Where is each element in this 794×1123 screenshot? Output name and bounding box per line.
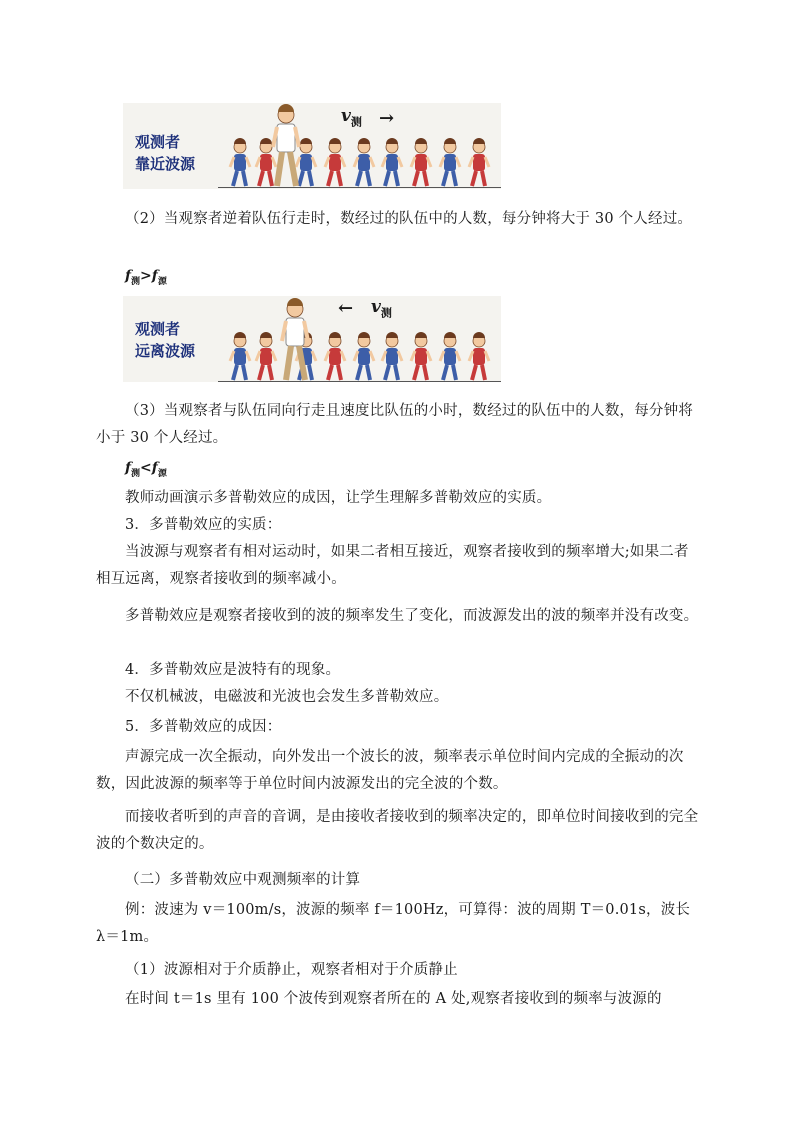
marching-child-icon	[469, 332, 489, 380]
marching-child-icon	[440, 332, 460, 380]
label-line-1: 观测者	[135, 320, 181, 338]
paragraph-animation: 教师动画演示多普勒效应的成因，让学生理解多普勒效应的实质。	[125, 490, 552, 506]
paragraph-cause-1: 声源完成一次全振动，向外发出一个波长的波，频率表示单位时间内完成的全振动的次数，因此波源的频率等于单位时间内波源发出的完全波的个数。	[96, 749, 684, 792]
marching-child-icon	[354, 138, 374, 186]
observer-person-icon	[273, 104, 299, 186]
paragraph-example: 例：波速为 v＝100m/s，波源的频率 f＝100Hz，可算得：波的周期 T＝0.01s，波长 λ＝1m。	[96, 902, 691, 945]
right-arrow-icon: →	[379, 108, 395, 129]
figure-observer-receding	[123, 296, 501, 382]
marching-child-icon	[411, 138, 431, 186]
f-symbol: f	[151, 460, 158, 476]
left-arrow-icon: ←	[338, 298, 354, 319]
paragraph-3: （3）当观察者与队伍同向行走且速度比队伍的小时，数经过的队伍中的人数，每分钟将小于 30 个人经过。	[96, 403, 694, 446]
section-heading: （二）多普勒效应中观测频率的计算	[125, 872, 361, 888]
marching-child-icon	[411, 332, 431, 380]
figure-observer-approaching	[123, 103, 501, 189]
frequency-relation-greater	[125, 268, 167, 287]
heading-cause: 5．多普勒效应的成因：	[125, 719, 282, 735]
label-line-2: 远离波源	[135, 342, 196, 360]
figure-label	[135, 318, 219, 362]
velocity-symbol: v	[371, 297, 381, 317]
f-subscript: 测	[131, 468, 141, 479]
marching-child-icon	[354, 332, 374, 380]
figure-label	[135, 131, 219, 175]
case-heading: （1）波源相对于介质静止，观察者相对于介质静止	[125, 962, 458, 978]
label-line-2: 靠近波源	[135, 155, 196, 173]
f-subscript: 测	[131, 276, 141, 287]
operator: >	[140, 268, 152, 284]
operator: <	[140, 460, 152, 476]
marching-child-icon	[382, 332, 402, 380]
observer-person-icon	[282, 298, 308, 380]
paragraph-unique: 不仅机械波，电磁波和光波也会发生多普勒效应。	[125, 689, 449, 705]
f-symbol: f	[151, 268, 158, 284]
velocity-symbol: v	[341, 106, 351, 126]
paragraph-essence-1: 当波源与观察者有相对运动时，如果二者相互接近，观察者接收到的频率增大;如果二者相互远离，观察者接收到的频率减小。	[96, 544, 689, 587]
f-symbol: f	[125, 268, 132, 284]
heading-essence: 3．多普勒效应的实质：	[125, 517, 282, 533]
ground-line	[218, 187, 501, 188]
marching-child-icon	[325, 332, 345, 380]
f-symbol: f	[125, 460, 132, 476]
f-subscript: 源	[157, 468, 167, 479]
marching-child-icon	[256, 332, 276, 380]
marching-child-icon	[230, 332, 250, 380]
paragraph-case-1: 在时间 t＝1s 里有 100 个波传到观察者所在的 A 处,观察者接收到的频率与波源的	[125, 991, 662, 1007]
marching-child-icon	[382, 138, 402, 186]
paragraph-essence-2: 多普勒效应是观察者接收到的波的频率发生了变化，而波源发出的波的频率并没有改变。	[125, 608, 699, 624]
f-subscript: 源	[157, 276, 167, 287]
velocity-label	[341, 106, 362, 129]
velocity-subscript: 测	[380, 306, 392, 320]
marching-child-icon	[469, 138, 489, 186]
marching-child-icon	[230, 138, 250, 186]
marching-child-icon	[325, 138, 345, 186]
velocity-label	[371, 297, 392, 320]
paragraph-2: （2）当观察者逆着队伍行走时，数经过的队伍中的人数，每分钟将大于 30 个人经过。	[125, 211, 693, 227]
ground-line	[218, 381, 501, 382]
paragraph-cause-2: 而接收者听到的声音的音调，是由接收者接收到的频率决定的，即单位时间接收到的完全波的个数决定的。	[96, 809, 699, 852]
marching-child-icon	[440, 138, 460, 186]
label-line-1: 观测者	[135, 133, 181, 151]
heading-unique: 4．多普勒效应是波特有的现象。	[125, 662, 341, 678]
frequency-relation-less	[125, 460, 167, 479]
velocity-subscript: 测	[350, 115, 362, 129]
